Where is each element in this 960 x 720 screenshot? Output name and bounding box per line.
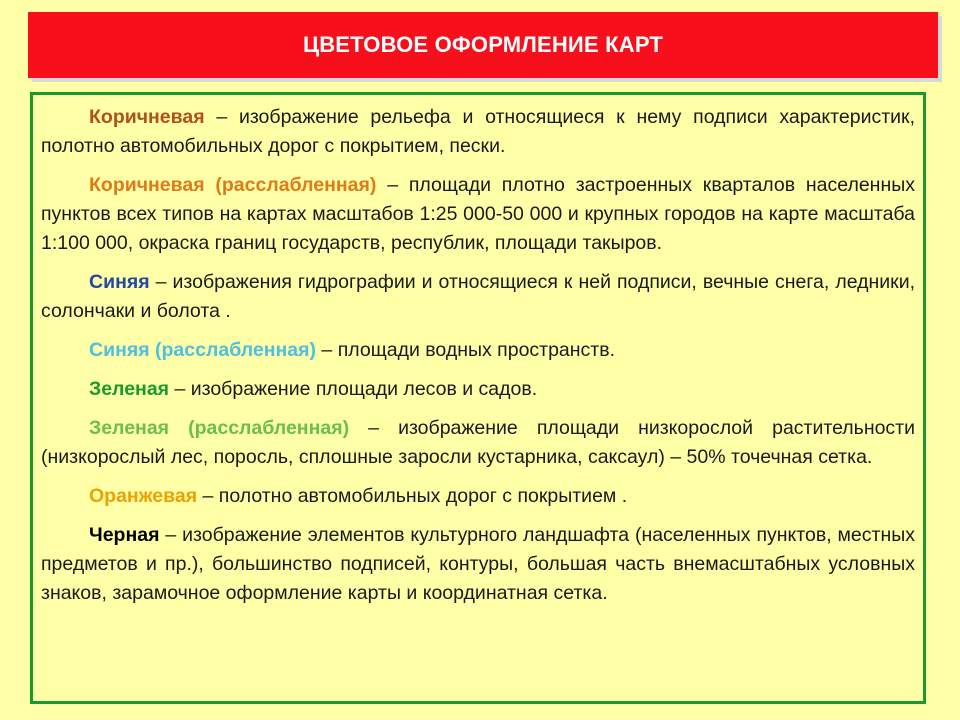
description-blue-light: – площади водных пространств.	[316, 339, 616, 361]
content-box	[30, 92, 926, 704]
term-brown: Коричневая	[89, 106, 205, 128]
description-black: – изображение элементов культурного ландшафта (населенных пунктов, местных предметов и пр.), большинство подписей, контуры, большая часть внемасштабных условных знаков, зарамочное оформление карты и координатная сетка.	[41, 524, 915, 604]
page-title: ЦВЕТОВОЕ ОФОРМЛЕНИЕ КАРТ	[302, 32, 664, 57]
term-brown-light: Коричневая (расслабленная)	[89, 174, 377, 196]
paragraph-blue-light	[41, 336, 915, 365]
paragraph-blue	[41, 268, 915, 326]
term-blue: Синяя	[89, 271, 150, 293]
paragraph-brown-light	[41, 171, 915, 258]
description-green-light: – изображение площади низкорослой растительности (низкорослый лес, поросль, сплошные заросли кустарника, саксаул) – 50% точечная сетка.	[41, 417, 916, 468]
term-orange: Оранжевая	[89, 485, 198, 507]
term-green-light: Зеленая (расслабленная)	[89, 417, 350, 439]
term-blue-light: Синяя (расслабленная)	[89, 339, 317, 361]
paragraph-brown	[41, 103, 915, 161]
title-banner	[28, 12, 938, 78]
paragraph-black	[41, 521, 915, 608]
paragraph-green	[41, 375, 915, 404]
description-green: – изображение площади лесов и садов.	[169, 378, 538, 400]
description-orange: – полотно автомобильных дорог с покрытием .	[197, 485, 628, 507]
paragraph-orange	[41, 482, 915, 511]
description-brown-light: – площади плотно застроенных кварталов населенных пунктов всех типов на картах масштабов 1:25 000-50 000 и крупных городов на карте масштаба 1:100 000, окраска границ государств, республик, площади такыров.	[41, 174, 915, 254]
term-green: Зеленая	[89, 378, 170, 400]
paragraph-green-light	[41, 414, 915, 472]
description-blue: – изображения гидрографии и относящиеся к ней подписи, вечные снега, ледники, солончаки и болота .	[41, 271, 915, 322]
term-black: Черная	[89, 524, 160, 546]
description-brown: – изображение рельефа и относящиеся к нему подписи характеристик, полотно автомобильных дорог с покрытием, пески.	[41, 106, 915, 157]
